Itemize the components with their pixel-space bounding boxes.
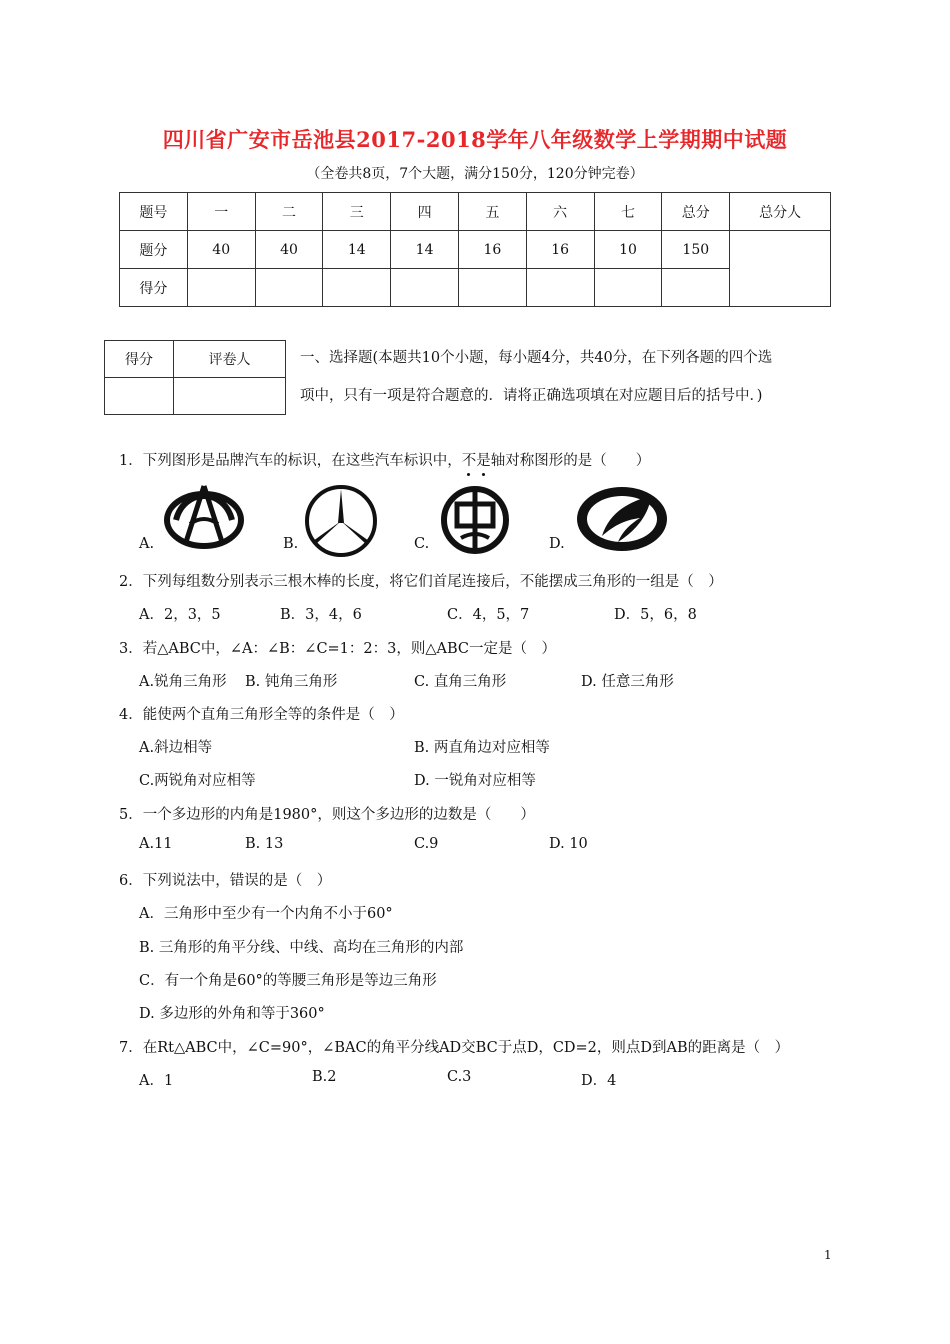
option-c: C．4，5，7 bbox=[447, 607, 530, 623]
table-cell: 三 bbox=[323, 193, 391, 231]
option-a: A．1 bbox=[139, 1073, 174, 1089]
table-cell: 14 bbox=[391, 231, 459, 269]
question-6-stem: 6．下列说法中，错误的是（ ） bbox=[119, 873, 332, 889]
mercedes-logo bbox=[303, 483, 379, 559]
option-label-a: A. bbox=[139, 536, 155, 552]
table-cell: 六 bbox=[526, 193, 594, 231]
option-d: D. 10 bbox=[549, 836, 588, 852]
option-a: A．2，3，5 bbox=[139, 607, 221, 623]
table-cell: 五 bbox=[458, 193, 526, 231]
table-cell: 七 bbox=[594, 193, 662, 231]
table-cell: 16 bbox=[526, 231, 594, 269]
table-cell: 题号 bbox=[120, 193, 188, 231]
page-title: 四川省广安市岳池县2017-2018学年八年级数学上学期期中试题 bbox=[162, 127, 788, 152]
table-row bbox=[105, 341, 286, 378]
score-entry-cell[interactable] bbox=[391, 269, 459, 307]
option-a: A．三角形中至少有一个内角不小于60° bbox=[139, 906, 393, 922]
table-cell: 得分 bbox=[105, 341, 174, 378]
table-cell: 16 bbox=[458, 231, 526, 269]
score-table bbox=[119, 192, 831, 307]
option-a: A.斜边相等 bbox=[139, 740, 213, 756]
toyota-like-logo bbox=[162, 480, 246, 552]
table-cell: 10 bbox=[594, 231, 662, 269]
option-c: C.两锐角对应相等 bbox=[139, 773, 256, 789]
table-cell: 总分人 bbox=[730, 193, 831, 231]
table-cell: 150 bbox=[662, 231, 730, 269]
question-5-stem: 5．一个多边形的内角是1980°，则这个多边形的边数是（ ） bbox=[119, 807, 535, 823]
question-text: 1．下列图形是品牌汽车的标识，在这些汽车标识中， bbox=[119, 453, 462, 469]
section-heading-line1: 一、选择题(本题共10个小题，每小题4分，共40分，在下列各题的四个选 bbox=[300, 350, 773, 366]
section-heading-line2: 项中，只有一项是符合题意的．请将正确选项填在对应题目后的括号中．) bbox=[300, 388, 763, 404]
table-cell: 四 bbox=[391, 193, 459, 231]
table-cell: 得分 bbox=[120, 269, 188, 307]
option-b: B. 13 bbox=[245, 836, 284, 852]
score-entry-cell[interactable] bbox=[458, 269, 526, 307]
table-row bbox=[105, 378, 286, 415]
question-4-stem: 4．能使两个直角三角形全等的条件是（ ） bbox=[119, 707, 404, 723]
table-row bbox=[120, 193, 831, 231]
question-text: 轴对称图形的是（ ） bbox=[490, 453, 651, 469]
grader-signature-cell[interactable] bbox=[730, 231, 831, 307]
score-entry-cell[interactable] bbox=[662, 269, 730, 307]
exam-info: （全卷共8页，7个大题，满分150分，120分钟完卷） bbox=[306, 166, 644, 182]
question-7-stem: 7．在Rt△ABC中，∠C=90°，∠BAC的角平分线AD交BC于点D，CD=2，则点D到AB的距离是（ ） bbox=[119, 1040, 790, 1056]
table-cell: 总分 bbox=[662, 193, 730, 231]
score-entry-cell[interactable] bbox=[323, 269, 391, 307]
emphasis-char: 是 bbox=[476, 453, 491, 469]
option-a: A.锐角三角形 bbox=[139, 674, 227, 690]
option-d: D．4 bbox=[581, 1073, 617, 1089]
table-row bbox=[120, 231, 831, 269]
table-cell: 题分 bbox=[120, 231, 188, 269]
question-3-stem: 3．若△ABC中，∠A：∠B：∠C=1：2：3，则△ABC一定是（ ） bbox=[119, 641, 557, 657]
zhonghua-logo bbox=[439, 484, 511, 556]
option-b: B. 钝角三角形 bbox=[245, 674, 338, 690]
option-b: B.2 bbox=[312, 1069, 337, 1085]
table-cell: 一 bbox=[187, 193, 255, 231]
changan-like-logo bbox=[574, 484, 670, 554]
option-c: C. 直角三角形 bbox=[414, 674, 507, 690]
table-cell: 14 bbox=[323, 231, 391, 269]
table-cell: 40 bbox=[187, 231, 255, 269]
option-d: D. 任意三角形 bbox=[581, 674, 674, 690]
question-2-stem: 2．下列每组数分别表示三根木棒的长度，将它们首尾连接后，不能摆成三角形的一组是（ ） bbox=[119, 574, 723, 590]
score-entry-cell[interactable] bbox=[187, 269, 255, 307]
question-1-stem bbox=[119, 449, 650, 470]
score-entry-cell[interactable] bbox=[105, 378, 174, 415]
score-entry-cell[interactable] bbox=[594, 269, 662, 307]
option-c: C.9 bbox=[414, 836, 439, 852]
option-c: C．有一个角是60°的等腰三角形是等边三角形 bbox=[139, 973, 437, 989]
option-label-d: D. bbox=[549, 536, 565, 552]
option-a: A.11 bbox=[139, 836, 173, 852]
score-entry-cell[interactable] bbox=[255, 269, 323, 307]
option-d: D. 多边形的外角和等于360° bbox=[139, 1006, 325, 1022]
option-b: B．3，4，6 bbox=[280, 607, 362, 623]
score-entry-cell[interactable] bbox=[526, 269, 594, 307]
table-cell: 评卷人 bbox=[174, 341, 286, 378]
page-number: 1 bbox=[824, 1248, 832, 1262]
emphasis-char: 不 bbox=[462, 453, 477, 469]
table-row bbox=[120, 269, 831, 307]
option-c: C.3 bbox=[447, 1069, 472, 1085]
option-d: D. 一锐角对应相等 bbox=[414, 773, 536, 789]
grader-entry-cell[interactable] bbox=[174, 378, 286, 415]
option-label-b: B. bbox=[283, 536, 299, 552]
option-b: B. 三角形的角平分线、中线、高均在三角形的内部 bbox=[139, 940, 464, 956]
table-cell: 二 bbox=[255, 193, 323, 231]
option-d: D．5，6，8 bbox=[614, 607, 697, 623]
option-label-c: C. bbox=[414, 536, 430, 552]
table-cell: 40 bbox=[255, 231, 323, 269]
option-b: B. 两直角边对应相等 bbox=[414, 740, 550, 756]
grader-table bbox=[104, 340, 286, 415]
